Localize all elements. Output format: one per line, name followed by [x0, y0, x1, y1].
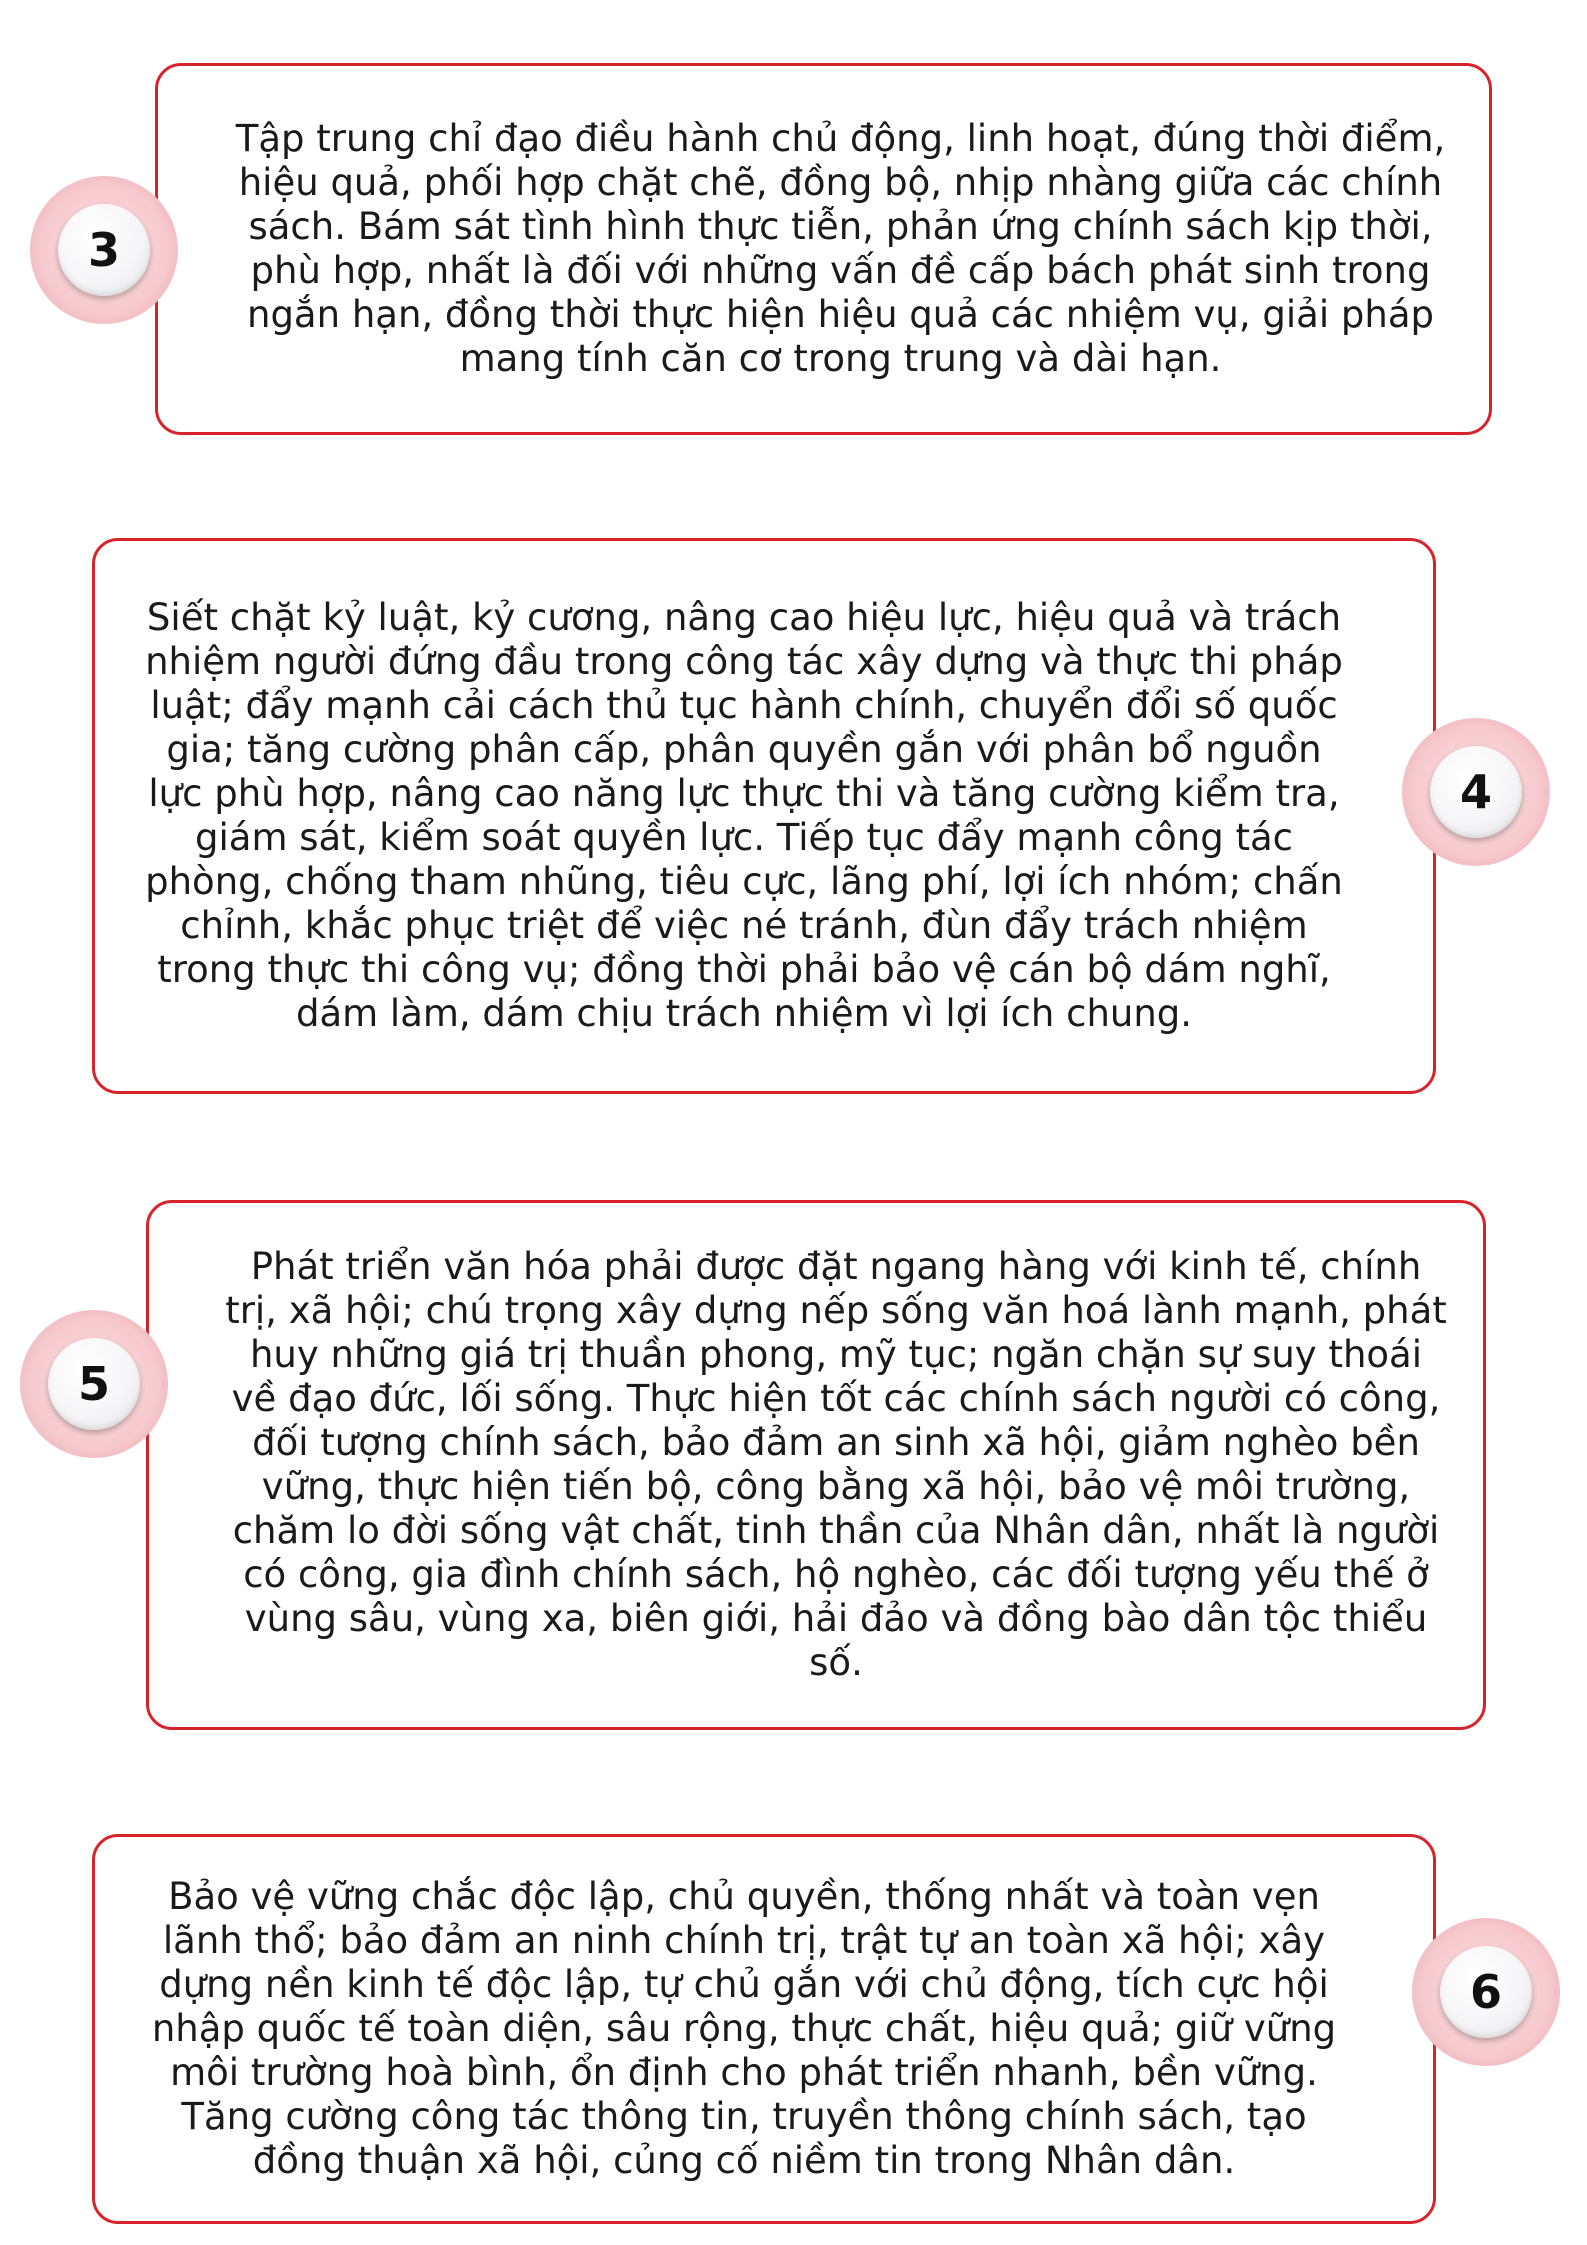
item-5-number: 5 — [77, 1357, 110, 1411]
item-6-text: Bảo vệ vững chắc độc lập, chủ quyền, thống nhất và toàn vẹn lãnh thổ; bảo đảm an ninh chính trị, trật tự an toàn xã hội; xây dựng nền kinh tế độc lập, tự chủ gắn với chủ động, tích cực hội nhập quốc tế toàn diện, sâu rộng, thực chất, hiệu quả; giữ vững môi trường hoà bình, ổn định cho phát triển nhanh, bền vững. Tăng cường công tác thông tin, truyền thông chính sách, tạo đồng thuận xã hội, củng cố niềm tin trong Nhân dân. — [151, 1875, 1337, 2182]
item-4-text: Siết chặt kỷ luật, kỷ cương, nâng cao hiệu lực, hiệu quả và trách nhiệm người đứng đầu trong công tác xây dựng và thực thi pháp luật; đẩy mạnh cải cách thủ tục hành chính, chuyển đổi số quốc gia; tăng cường phân cấp, phân quyền gắn với phân bổ nguồn lực phù hợp, nâng cao năng lực thực thi và tăng cường kiểm tra, giám sát, kiểm soát quyền lực. Tiếp tục đẩy mạnh công tác phòng, chống tham nhũng, tiêu cực, lãng phí, lợi ích nhóm; chấn chỉnh, khắc phục triệt để việc né tránh, đùn đẩy trách nhiệm trong thực thi công vụ; đồng thời phải bảo vệ cán bộ dám nghĩ, dám làm, dám chịu trách nhiệm vì lợi ích chung. — [145, 596, 1343, 1035]
item-3-badge — [30, 176, 178, 324]
item-3-card — [155, 63, 1492, 435]
item-5-badge — [20, 1310, 168, 1458]
item-3-number: 3 — [87, 223, 120, 277]
item-5-card — [146, 1200, 1486, 1730]
item-4-badge — [1402, 718, 1550, 866]
item-3-text: Tập trung chỉ đạo điều hành chủ động, linh hoạt, đúng thời điểm, hiệu quả, phối hợp chặt chẽ, đồng bộ, nhịp nhàng giữa các chính sách. Bám sát tình hình thực tiễn, phản ứng chính sách kịp thời, phù hợp, nhất là đối với những vấn đề cấp bách phát sinh trong ngắn hạn, đồng thời thực hiện hiệu quả các nhiệm vụ, giải pháp mang tính căn cơ trong trung và dài hạn. — [235, 117, 1446, 380]
item-6-badge-disc — [1440, 1946, 1532, 2038]
item-4-card — [92, 538, 1436, 1094]
item-4-badge-disc — [1430, 746, 1522, 838]
item-5-text: Phát triển văn hóa phải được đặt ngang hàng với kinh tế, chính trị, xã hội; chú trọng xây dựng nếp sống văn hoá lành mạnh, phát huy những giá trị thuần phong, mỹ tục; ngăn chặn sự suy thoái về đạo đức, lối sống. Thực hiện tốt các chính sách người có công, đối tượng chính sách, bảo đảm an sinh xã hội, giảm nghèo bền vững, thực hiện tiến bộ, công bằng xã hội, bảo vệ môi trường, chăm lo đời sống vật chất, tinh thần của Nhân dân, nhất là người có công, gia đình chính sách, hộ nghèo, các đối tượng yếu thế ở vùng sâu, vùng xa, biên giới, hải đảo và đồng bào dân tộc thiểu số. — [225, 1245, 1447, 1684]
item-6-badge — [1412, 1918, 1560, 2066]
item-4-number: 4 — [1459, 765, 1492, 819]
item-5-badge-disc — [48, 1338, 140, 1430]
item-6-number: 6 — [1469, 1965, 1502, 2019]
item-3-badge-disc — [58, 204, 150, 296]
item-6-card — [92, 1834, 1436, 2224]
